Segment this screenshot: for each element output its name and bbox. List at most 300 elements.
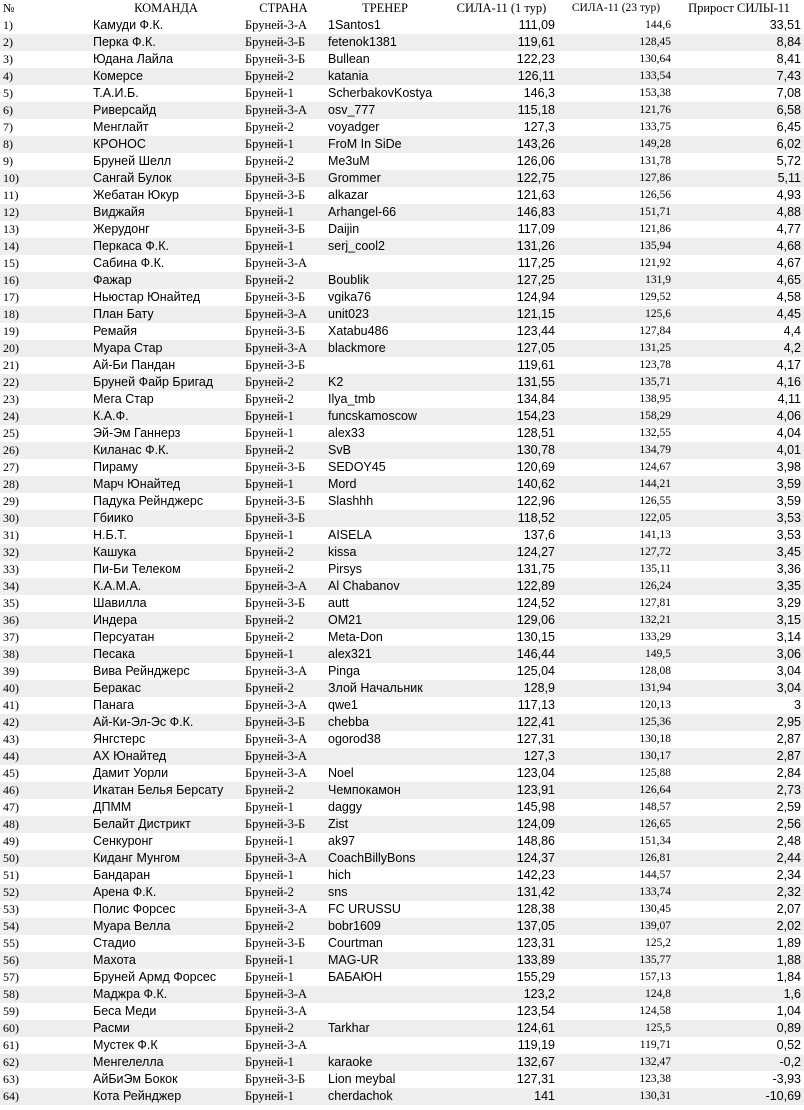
strength-round1: 130,15	[445, 629, 558, 646]
coach-name: fetenok1381	[325, 34, 445, 51]
country-division: Бруней-3-А	[242, 17, 325, 34]
country-division: Бруней-1	[242, 408, 325, 425]
table-row	[0, 272, 804, 289]
coach-name: Xatabu486	[325, 323, 445, 340]
team-name: Беракас	[90, 680, 242, 697]
team-name: АХ Юнайтед	[90, 748, 242, 765]
strength-gain: 3,53	[674, 527, 804, 544]
table-row	[0, 1071, 804, 1088]
row-num: 61)	[0, 1037, 90, 1054]
country-division: Бруней-3-Б	[242, 187, 325, 204]
country-division: Бруней-2	[242, 374, 325, 391]
country-division: Бруней-3-А	[242, 697, 325, 714]
table-row	[0, 187, 804, 204]
table-row	[0, 459, 804, 476]
strength-round1: 122,41	[445, 714, 558, 731]
strength-round1: 145,98	[445, 799, 558, 816]
country-division: Бруней-1	[242, 527, 325, 544]
strength-gain: 4,45	[674, 306, 804, 323]
table-row	[0, 136, 804, 153]
strength-round1: 126,06	[445, 153, 558, 170]
team-name: Вива Рейнджерс	[90, 663, 242, 680]
strength-round1: 121,63	[445, 187, 558, 204]
team-name: Сангай Булок	[90, 170, 242, 187]
row-num: 35)	[0, 595, 90, 612]
strength-gain: 1,6	[674, 986, 804, 1003]
table-row	[0, 204, 804, 221]
strength-round23: 126,56	[558, 187, 674, 204]
coach-name: Злой Начальник	[325, 680, 445, 697]
country-division: Бруней-3-Б	[242, 510, 325, 527]
row-num: 64)	[0, 1088, 90, 1105]
table-row	[0, 918, 804, 935]
row-num: 50)	[0, 850, 90, 867]
team-name: Сабина Ф.К.	[90, 255, 242, 272]
strength-round23: 158,29	[558, 408, 674, 425]
coach-name: Al Chabanov	[325, 578, 445, 595]
row-num: 14)	[0, 238, 90, 255]
coach-name: Noel	[325, 765, 445, 782]
table-row	[0, 612, 804, 629]
team-name: К.А.Ф.	[90, 408, 242, 425]
strength-gain: 3,35	[674, 578, 804, 595]
row-num: 38)	[0, 646, 90, 663]
header-strength-gain: Прирост СИЛЫ-11	[688, 1, 790, 15]
strength-round1: 155,29	[445, 969, 558, 986]
strength-gain: 6,58	[674, 102, 804, 119]
coach-name: cherdachok	[325, 1088, 445, 1105]
coach-name: OM21	[325, 612, 445, 629]
row-num: 55)	[0, 935, 90, 952]
coach-name: K2	[325, 374, 445, 391]
coach-name: chebba	[325, 714, 445, 731]
strength-round1: 127,05	[445, 340, 558, 357]
strength-round23: 124,8	[558, 986, 674, 1003]
table-row	[0, 34, 804, 51]
country-division: Бруней-3-А	[242, 255, 325, 272]
strength-gain: 4,17	[674, 357, 804, 374]
country-division: Бруней-2	[242, 272, 325, 289]
country-division: Бруней-1	[242, 952, 325, 969]
coach-name: daggy	[325, 799, 445, 816]
row-num: 32)	[0, 544, 90, 561]
country-division: Бруней-3-А	[242, 748, 325, 765]
strength-gain: 2,02	[674, 918, 804, 935]
strength-gain: -0,2	[674, 1054, 804, 1071]
strength-round1: 122,89	[445, 578, 558, 595]
team-name: Киданг Мунгом	[90, 850, 242, 867]
strength-round23: 126,55	[558, 493, 674, 510]
coach-name	[325, 1037, 445, 1054]
coach-name: sns	[325, 884, 445, 901]
row-num: 52)	[0, 884, 90, 901]
row-num: 62)	[0, 1054, 90, 1071]
strength-round23: 125,5	[558, 1020, 674, 1037]
strength-round1: 134,84	[445, 391, 558, 408]
strength-round23: 121,86	[558, 221, 674, 238]
strength-round23: 127,72	[558, 544, 674, 561]
row-num: 11)	[0, 187, 90, 204]
strength-gain: 2,07	[674, 901, 804, 918]
strength-round23: 149,5	[558, 646, 674, 663]
coach-name: osv_777	[325, 102, 445, 119]
team-name: Янгстерс	[90, 731, 242, 748]
coach-name: voyadger	[325, 119, 445, 136]
strength-round23: 132,47	[558, 1054, 674, 1071]
strength-round23: 133,54	[558, 68, 674, 85]
country-division: Бруней-3-Б	[242, 34, 325, 51]
strength-gain: 5,72	[674, 153, 804, 170]
strength-round1: 119,19	[445, 1037, 558, 1054]
strength-gain: 4,93	[674, 187, 804, 204]
strength-round1: 111,09	[445, 17, 558, 34]
header-num: №	[3, 1, 15, 15]
strength-round1: 123,31	[445, 935, 558, 952]
table-row	[0, 340, 804, 357]
strength-gain: 3,59	[674, 493, 804, 510]
row-num: 58)	[0, 986, 90, 1003]
strength-round23: 130,18	[558, 731, 674, 748]
coach-name: Courtman	[325, 935, 445, 952]
coach-name: AISELA	[325, 527, 445, 544]
strength-round1: 123,91	[445, 782, 558, 799]
strength-round1: 120,69	[445, 459, 558, 476]
table-row	[0, 153, 804, 170]
strength-round1: 137,05	[445, 918, 558, 935]
table-row	[0, 986, 804, 1003]
strength-gain: 4,65	[674, 272, 804, 289]
country-division: Бруней-3-Б	[242, 714, 325, 731]
team-name: Пираму	[90, 459, 242, 476]
team-name: Фажар	[90, 272, 242, 289]
table-row	[0, 714, 804, 731]
team-name: Дамит Уорли	[90, 765, 242, 782]
strength-round1: 119,61	[445, 357, 558, 374]
coach-name: ogorod38	[325, 731, 445, 748]
table-row	[0, 221, 804, 238]
row-num: 41)	[0, 697, 90, 714]
strength-gain: -3,93	[674, 1071, 804, 1088]
coach-name: alkazar	[325, 187, 445, 204]
coach-name: bobr1609	[325, 918, 445, 935]
strength-round23: 135,77	[558, 952, 674, 969]
coach-name: funcskamoscow	[325, 408, 445, 425]
row-num: 33)	[0, 561, 90, 578]
strength-round23: 130,31	[558, 1088, 674, 1105]
table-row	[0, 935, 804, 952]
team-name: ДПММ	[90, 799, 242, 816]
coach-name: qwe1	[325, 697, 445, 714]
row-num: 7)	[0, 119, 90, 136]
strength-round1: 124,61	[445, 1020, 558, 1037]
strength-round23: 127,84	[558, 323, 674, 340]
strength-gain: 3,59	[674, 476, 804, 493]
strength-gain: 2,34	[674, 867, 804, 884]
strength-round23: 135,94	[558, 238, 674, 255]
strength-round1: 127,3	[445, 748, 558, 765]
table-body	[0, 17, 804, 1105]
strength-gain: 2,73	[674, 782, 804, 799]
team-name: Арена Ф.К.	[90, 884, 242, 901]
table-row	[0, 1003, 804, 1020]
table-row	[0, 238, 804, 255]
row-num: 24)	[0, 408, 90, 425]
strength-gain: 1,89	[674, 935, 804, 952]
row-num: 20)	[0, 340, 90, 357]
strength-round1: 122,23	[445, 51, 558, 68]
strength-gain: 2,87	[674, 748, 804, 765]
strength-gain: 0,89	[674, 1020, 804, 1037]
coach-name: SEDOY45	[325, 459, 445, 476]
strength-gain: 4,68	[674, 238, 804, 255]
table-row	[0, 510, 804, 527]
row-num: 36)	[0, 612, 90, 629]
coach-name: ak97	[325, 833, 445, 850]
row-num: 31)	[0, 527, 90, 544]
strength-round23: 122,05	[558, 510, 674, 527]
team-name: План Бату	[90, 306, 242, 323]
strength-gain: 2,87	[674, 731, 804, 748]
team-name: Жерудонг	[90, 221, 242, 238]
strength-gain: 6,02	[674, 136, 804, 153]
header-coach: ТРЕНЕР	[362, 1, 408, 15]
table-row	[0, 816, 804, 833]
row-num: 56)	[0, 952, 90, 969]
table-row	[0, 680, 804, 697]
row-num: 51)	[0, 867, 90, 884]
coach-name: Zist	[325, 816, 445, 833]
team-name: Мега Стар	[90, 391, 242, 408]
strength-round23: 138,95	[558, 391, 674, 408]
table-row	[0, 561, 804, 578]
team-name: Н.Б.Т.	[90, 527, 242, 544]
country-division: Бруней-3-А	[242, 1003, 325, 1020]
strength-round23: 144,57	[558, 867, 674, 884]
coach-name: autt	[325, 595, 445, 612]
country-division: Бруней-2	[242, 391, 325, 408]
team-name: Шавилла	[90, 595, 242, 612]
row-num: 27)	[0, 459, 90, 476]
table-row	[0, 1020, 804, 1037]
country-division: Бруней-1	[242, 238, 325, 255]
team-name: Киланас Ф.К.	[90, 442, 242, 459]
strength-round1: 148,86	[445, 833, 558, 850]
strength-round1: 118,52	[445, 510, 558, 527]
table-row	[0, 782, 804, 799]
country-division: Бруней-2	[242, 442, 325, 459]
row-num: 53)	[0, 901, 90, 918]
strength-round23: 130,17	[558, 748, 674, 765]
strength-gain: 1,88	[674, 952, 804, 969]
strength-round23: 144,21	[558, 476, 674, 493]
strength-round23: 130,64	[558, 51, 674, 68]
coach-name: Daijin	[325, 221, 445, 238]
strength-round23: 148,57	[558, 799, 674, 816]
strength-round23: 157,13	[558, 969, 674, 986]
row-num: 22)	[0, 374, 90, 391]
row-num: 21)	[0, 357, 90, 374]
strength-round1: 131,26	[445, 238, 558, 255]
strength-round23: 151,34	[558, 833, 674, 850]
country-division: Бруней-2	[242, 153, 325, 170]
table-row	[0, 68, 804, 85]
team-name: Перка Ф.К.	[90, 34, 242, 51]
country-division: Бруней-3-А	[242, 901, 325, 918]
strength-round1: 124,37	[445, 850, 558, 867]
team-name: Бруней Шелл	[90, 153, 242, 170]
coach-name: ScherbakovKostya	[325, 85, 445, 102]
strength-gain: 4,4	[674, 323, 804, 340]
country-division: Бруней-3-Б	[242, 935, 325, 952]
row-num: 57)	[0, 969, 90, 986]
team-name: Расми	[90, 1020, 242, 1037]
coach-name: SvB	[325, 442, 445, 459]
strength-round23: 141,13	[558, 527, 674, 544]
team-name: Персуатан	[90, 629, 242, 646]
strength-round1: 124,27	[445, 544, 558, 561]
table-row	[0, 799, 804, 816]
row-num: 30)	[0, 510, 90, 527]
strength-gain: 4,58	[674, 289, 804, 306]
team-name: Марч Юнайтед	[90, 476, 242, 493]
row-num: 19)	[0, 323, 90, 340]
table-row	[0, 833, 804, 850]
coach-name: vgika76	[325, 289, 445, 306]
strength-gain: 4,88	[674, 204, 804, 221]
country-division: Бруней-1	[242, 85, 325, 102]
coach-name	[325, 1003, 445, 1020]
table-row	[0, 170, 804, 187]
country-division: Бруней-1	[242, 136, 325, 153]
team-name: Сенкуронг	[90, 833, 242, 850]
row-num: 17)	[0, 289, 90, 306]
country-division: Бруней-3-Б	[242, 357, 325, 374]
strength-round23: 131,78	[558, 153, 674, 170]
strength-round1: 127,31	[445, 1071, 558, 1088]
table-row	[0, 306, 804, 323]
row-num: 16)	[0, 272, 90, 289]
strength-round1: 143,26	[445, 136, 558, 153]
strength-gain: 3,04	[674, 663, 804, 680]
strength-round23: 123,38	[558, 1071, 674, 1088]
row-num: 1)	[0, 17, 90, 34]
strength-round1: 124,94	[445, 289, 558, 306]
table-row	[0, 289, 804, 306]
strength-gain: 3,53	[674, 510, 804, 527]
team-name: Стадио	[90, 935, 242, 952]
strength-round23: 134,79	[558, 442, 674, 459]
table-row	[0, 357, 804, 374]
table-row	[0, 595, 804, 612]
strength-round1: 123,44	[445, 323, 558, 340]
header-row	[0, 0, 804, 17]
coach-name	[325, 357, 445, 374]
team-name: Перкаса Ф.К.	[90, 238, 242, 255]
row-num: 60)	[0, 1020, 90, 1037]
team-name: Т.А.И.Б.	[90, 85, 242, 102]
team-name: Полис Форсес	[90, 901, 242, 918]
country-division: Бруней-1	[242, 799, 325, 816]
strength-round23: 125,6	[558, 306, 674, 323]
country-division: Бруней-3-Б	[242, 1071, 325, 1088]
country-division: Бруней-3-А	[242, 340, 325, 357]
strength-round1: 141	[445, 1088, 558, 1105]
country-division: Бруней-3-Б	[242, 816, 325, 833]
coach-name: Meta-Don	[325, 629, 445, 646]
strength-gain: 3,45	[674, 544, 804, 561]
strength-gain: 2,95	[674, 714, 804, 731]
table-row	[0, 442, 804, 459]
strength-round23: 132,21	[558, 612, 674, 629]
coach-name: karaoke	[325, 1054, 445, 1071]
coach-name: Me3uM	[325, 153, 445, 170]
table-row	[0, 748, 804, 765]
strength-round23: 131,25	[558, 340, 674, 357]
row-num: 9)	[0, 153, 90, 170]
strength-round23: 131,94	[558, 680, 674, 697]
country-division: Бруней-3-А	[242, 102, 325, 119]
country-division: Бруней-3-А	[242, 578, 325, 595]
coach-name	[325, 255, 445, 272]
table-row	[0, 493, 804, 510]
coach-name	[325, 748, 445, 765]
strength-round1: 127,25	[445, 272, 558, 289]
team-name: Бандаран	[90, 867, 242, 884]
strength-gain: 3,04	[674, 680, 804, 697]
strength-gain: 6,45	[674, 119, 804, 136]
table-row	[0, 884, 804, 901]
strength-round23: 149,28	[558, 136, 674, 153]
table-row	[0, 901, 804, 918]
team-name: АйБиЭм Бокок	[90, 1071, 242, 1088]
country-division: Бруней-2	[242, 612, 325, 629]
table-row	[0, 731, 804, 748]
row-num: 39)	[0, 663, 90, 680]
team-name: Эй-Эм Ганнерз	[90, 425, 242, 442]
table-row	[0, 629, 804, 646]
strength-round1: 142,23	[445, 867, 558, 884]
country-division: Бруней-1	[242, 969, 325, 986]
strength-round23: 135,11	[558, 561, 674, 578]
team-name: Бруней Армд Форсес	[90, 969, 242, 986]
strength-round23: 132,55	[558, 425, 674, 442]
country-division: Бруней-1	[242, 867, 325, 884]
strength-round23: 128,45	[558, 34, 674, 51]
header-strength-round1: СИЛА-11 (1 тур)	[456, 1, 547, 15]
strength-gain: 1,04	[674, 1003, 804, 1020]
country-division: Бруней-3-Б	[242, 323, 325, 340]
strength-gain: 4,06	[674, 408, 804, 425]
strength-round23: 133,75	[558, 119, 674, 136]
coach-name: FroM In SiDe	[325, 136, 445, 153]
row-num: 23)	[0, 391, 90, 408]
row-num: 29)	[0, 493, 90, 510]
country-division: Бруней-2	[242, 782, 325, 799]
coach-name: Tarkhar	[325, 1020, 445, 1037]
strength-round1: 124,52	[445, 595, 558, 612]
coach-name: 1Santos1	[325, 17, 445, 34]
team-name: Менгелелла	[90, 1054, 242, 1071]
table-row	[0, 952, 804, 969]
strength-gain: 4,01	[674, 442, 804, 459]
team-name: Ай-Ки-Эл-Эс Ф.К.	[90, 714, 242, 731]
coach-name: serj_cool2	[325, 238, 445, 255]
table-row	[0, 17, 804, 34]
strength-round1: 124,09	[445, 816, 558, 833]
strength-round23: 125,88	[558, 765, 674, 782]
coach-name: Grommer	[325, 170, 445, 187]
team-name: Жебатан Юкур	[90, 187, 242, 204]
